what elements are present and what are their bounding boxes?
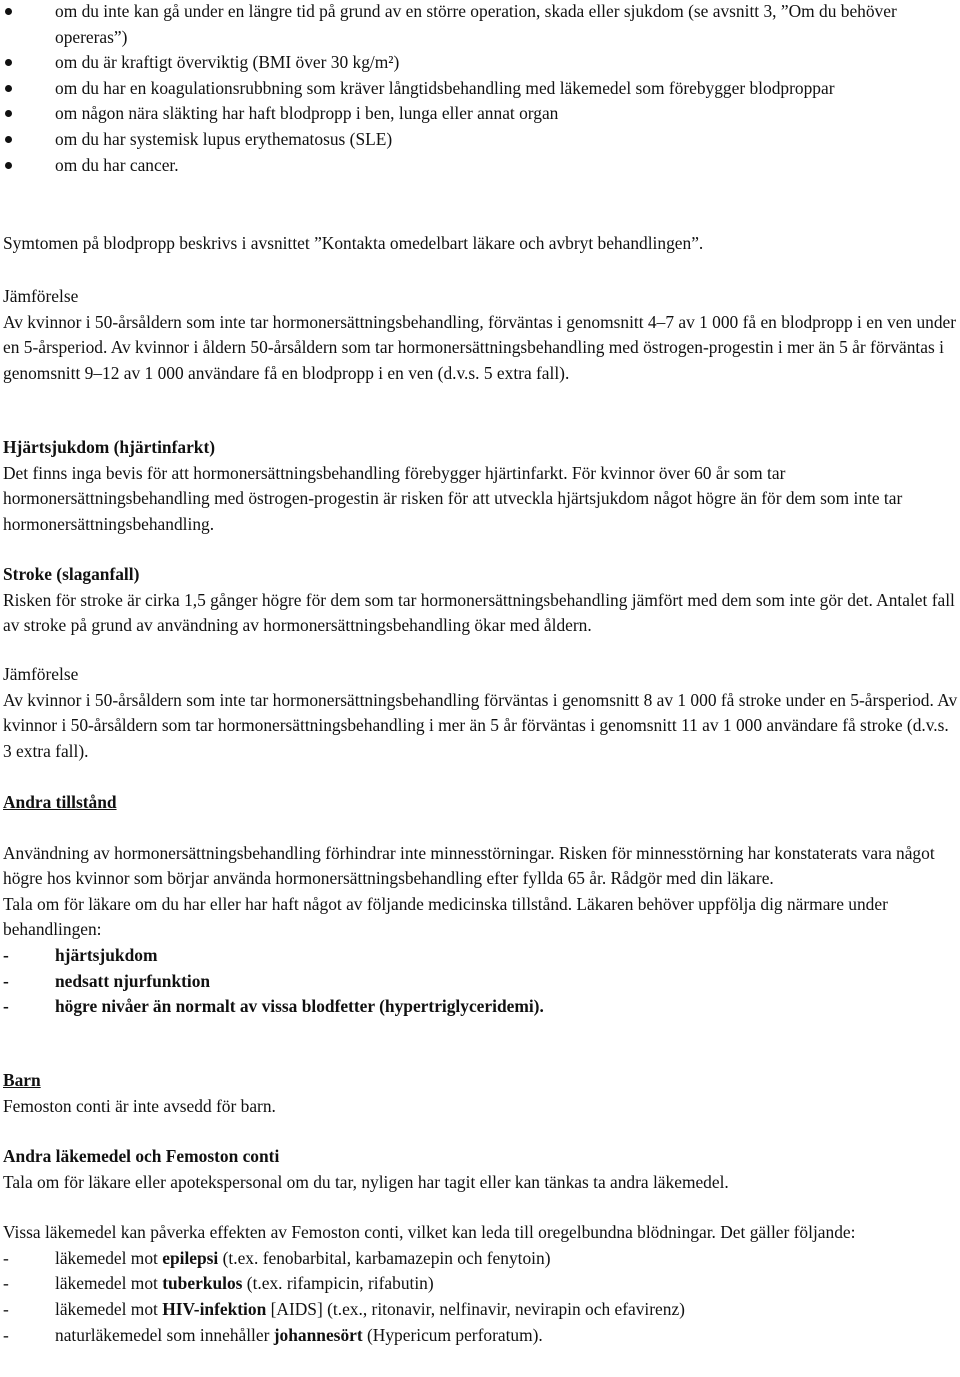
medicine-list [3,1246,958,1348]
list-item: - nedsatt njurfunktion [3,970,211,991]
other-medicines-section [3,1144,958,1348]
list-item: - läkemedel mot epilepsi (t.ex. fenobarbital, karbamazepin och fenytoin) [3,1247,551,1268]
bullet-icon [5,59,12,66]
list-item: om du är kraftigt överviktig (BMI över 30 kg/m²) [3,50,958,76]
section-heading: Jämförelse [3,664,79,684]
risk-factor-list [3,0,958,178]
section-text: Risken för stroke är cirka 1,5 gånger högre för dem som tar hormonersättningsbehandling jämfört med dem som inte gör det. Antalet fall av stroke på grund av användning av hormonersättningsbehandling ökar med åldern. [3,589,955,636]
list-item: - högre nivåer än normalt av vissa blodfetter (hypertriglyceridemi). [3,996,544,1017]
bullet-icon [5,8,12,15]
bullet-icon [5,110,12,117]
heart-section [3,435,958,537]
section-text: Det finns inga bevis för att hormonersättningsbehandling förebygger hjärtinfarkt. För kvinnor över 60 år som tar hormonersättningsbehandling med östrogen-progestin är risken för att utveckla hjärtsjukdom något högre än för dem som inte tar hormonersättningsbehandling. [3,462,903,534]
section-heading: Barn [3,1070,41,1090]
section-text: Av kvinnor i 50-årsåldern som inte tar hormonersättningsbehandling förväntas i genomsnitt 8 av 1 000 få stroke under en 5-årsperiod. Av kvinnor i 50-årsåldern som tar hormonersättningsbehandling i mer än 5 år förväntas i genomsnitt 11 av 1 000 användare få stroke (d.v.s. 3 extra fall). [3,689,958,761]
section-heading: Hjärtsjukdom (hjärtinfarkt) [3,437,216,457]
list-item: - läkemedel mot tuberkulos (t.ex. rifampicin, rifabutin) [3,1273,434,1294]
clot-comparison-section [3,284,958,386]
symptoms-note: Symtomen på blodpropp beskrivs i avsnittet ”Kontakta omedelbart läkare och avbryt behandlingen”. [3,233,704,253]
bullet-icon [5,162,12,169]
section-text: Vissa läkemedel kan påverka effekten av Femoston conti, vilket kan leda till oregelbundna blödningar. Det gäller följande: [3,1222,856,1243]
section-heading: Jämförelse [3,286,79,306]
stroke-section [3,562,958,639]
section-text: Av kvinnor i 50-årsåldern som inte tar hormonersättningsbehandling, förväntas i genomsnitt 4–7 av 1 000 få en blodpropp i en ven under en 5-årsperiod. Av kvinnor i åldern 50-årsåldern som tar hormonersättningsbehandling med östrogen-progestin i mer än 5 år förväntas i genomsnitt 9–12 av 1 000 användare få en blodpropp i en ven (d.v.s. 5 extra fall). [3,311,957,383]
list-item: om du har systemisk lupus erythematosus (SLE) [3,127,958,153]
section-text: Tala om för läkare om du har eller har haft något av följande medicinska tillstånd. Läkaren behöver uppfölja dig närmare under behandlingen: [3,893,888,940]
list-item: om du inte kan gå under en längre tid på grund av en större operation, skada eller sjukdom (se avsnitt 3, ”Om du behöver opereras”) [3,0,958,50]
section-heading: Stroke (slaganfall) [3,564,140,584]
bullet-icon [5,136,12,143]
list-item: - naturläkemedel som innehåller johannesört (Hypericum perforatum). [3,1324,543,1345]
other-conditions-section [3,790,958,1020]
list-item: om du har en koagulationsrubbning som kräver långtidsbehandling med läkemedel som förebygger blodproppar [3,76,958,102]
list-item: om någon nära släkting har haft blodpropp i ben, lunga eller annat organ [3,101,958,127]
bullet-icon [5,85,12,92]
condition-list [3,943,958,1020]
section-heading: Andra läkemedel och Femoston conti [3,1146,280,1166]
children-section [3,1068,958,1119]
section-text: Femoston conti är inte avsedd för barn. [3,1095,276,1116]
list-item: om du har cancer. [3,153,958,179]
list-item: - hjärtsjukdom [3,944,158,965]
section-heading: Andra tillstånd [3,792,117,812]
section-text: Tala om för läkare eller apotekspersonal om du tar, nyligen har tagit eller kan tänkas ta andra läkemedel. [3,1171,729,1192]
stroke-comparison-section [3,662,958,764]
section-text: Användning av hormonersättningsbehandling förhindrar inte minnesstörningar. Risken för minnesstörning har konstaterats vara något högre hos kvinnor som börjar använda hormonersättningsbehandling efter fyllda 65 år. Rådgör med din läkare. [3,842,935,889]
list-item: - läkemedel mot HIV-infektion [AIDS] (t.ex., ritonavir, nelfinavir, nevirapin och efavirenz) [3,1298,685,1319]
